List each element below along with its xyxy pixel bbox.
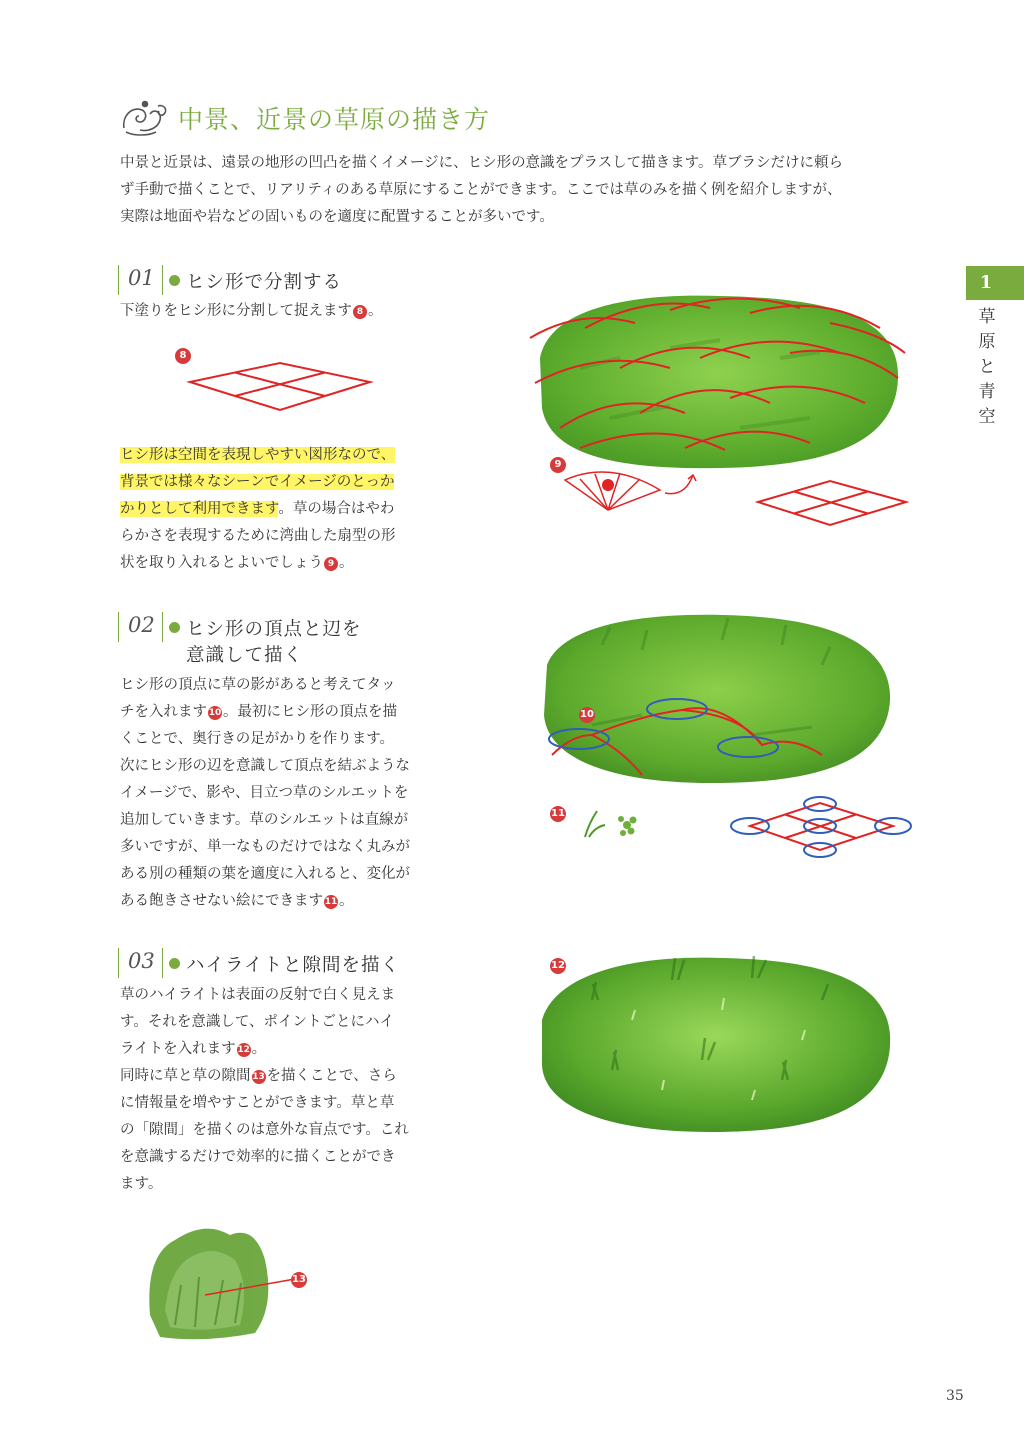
section-divider [118,265,119,295]
lead-text: 下塗りをヒシ形に分割して捉えます [120,303,352,319]
body-line [120,496,450,523]
body-text: を描くことで、さら [266,1068,397,1084]
bullet-dot-icon [169,622,180,633]
page-title: 中景、近景の草原の描き方 [178,105,491,134]
body-line: す。それを意識して、ポイントごとにハイ [120,1014,395,1030]
body-line: の「隙間」を描くのは意外な盲点です。これ [120,1122,409,1138]
body-line: 追加していきます。草のシルエットは直線が [120,812,409,828]
figure-ref-9: 9 [324,557,338,571]
figure-marker-9: 9 [550,457,566,473]
section-number: 02 [128,613,155,637]
grass-highlight-illustration [522,940,902,1140]
section-title: ヒシ形の頂点と辺を [186,619,362,640]
body-text: 。最初にヒシ形の頂点を描 [223,704,397,720]
figure-ref-11: 11 [324,897,338,907]
intro-paragraph [120,150,950,231]
body-line: イメージで、影や、目立つ草のシルエットを [120,785,409,801]
diamond-grid-diagram-8 [180,355,380,420]
folding-fan-icon [560,465,700,520]
figure-ref-13: 13 [252,1072,265,1082]
body-line: ヒシ形の頂点に草の影があると考えてタッ [120,677,396,693]
intro-line: 中景と近景は、遠景の地形の凹凸を描くイメージに、ヒシ形の意識をプラスして描きます。草ブラシだけに頼ら [120,155,843,171]
section-number: 01 [128,266,155,290]
highlighted-text: ヒシ形は空間を表現しやすい図形なので、 [120,447,396,463]
intro-line: 実際は地面や岩などの固いものを適度に配置することが多いです。 [120,209,554,225]
section-divider [118,948,119,978]
bullet-dot-icon [169,958,180,969]
figure-ref-12: 12 [237,1045,250,1055]
ornament-emblem-icon [118,98,172,138]
body-text: ある飽きさせない絵にできます [120,893,323,909]
diamond-grid-diagram-9 [752,475,912,530]
chapter-title-char: 空 [978,407,996,427]
body-line: 多いですが、単一なものだけではなく丸みが [120,839,410,855]
punctuation: 。 [251,1041,267,1057]
figure-marker-12: 12 [550,958,566,974]
body-text: 状を取り入れるとよいでしょう [120,555,323,571]
chapter-number: 1 [979,272,993,293]
grass-leaf-samples-icon [575,805,650,845]
diamond-vertices-diagram-11 [728,795,913,860]
figure-ref-8: 8 [353,305,367,319]
section-01-body [120,442,450,577]
body-line [120,1036,450,1063]
section-divider [162,265,163,295]
figure-marker-11: 11 [550,806,566,822]
grass-vertices-illustration [522,605,902,790]
section-03-body [120,982,450,1198]
section-02-body [120,672,450,915]
body-line: 次にヒシ形の辺を意識して頂点を結ぶような [120,758,410,774]
page-number: 35 [946,1388,964,1404]
body-line: に情報量を増やすことができます。草と草 [120,1095,395,1111]
body-line: くことで、奥行きの足がかりを作ります。 [120,731,395,747]
body-text: ライトを入れます [120,1041,236,1057]
body-line [120,442,450,469]
section-title: ハイライトと隙間を描く [186,955,400,976]
section-divider [162,948,163,978]
body-line: 草のハイライトは表面の反射で白く見えま [120,987,396,1003]
section-divider [118,612,119,642]
chapter-title-char: と [978,357,996,377]
body-line: を意識するだけで効率的に描くことができ [120,1149,396,1165]
body-line: らかさを表現するために湾曲した扇型の形 [120,528,396,544]
chapter-title-char: 草 [978,307,996,327]
lead-line [120,298,450,325]
section-01-lead [120,298,450,325]
highlighted-text: かりとして利用できます [120,501,279,517]
body-text: チを入れます [120,704,207,720]
chapter-title-vertical [972,305,1002,430]
body-text: 同時に草と草の隙間 [120,1068,251,1084]
section-number: 03 [128,949,155,973]
section-divider [162,612,163,642]
figure-ref-10: 10 [208,708,222,718]
intro-line: ず手動で描くことで、リアリティのある草原にすることができます。ここでは草のみを描く例を紹介しますが、 [120,182,842,198]
body-line: ます。 [120,1176,163,1192]
section-title: 意識して描く [186,645,304,666]
body-line [120,1063,450,1090]
figure-marker-8: 8 [175,348,191,364]
punctuation: 。 [368,303,383,319]
section-title: ヒシ形で分割する [186,272,343,293]
grass-fan-arcs-illustration [520,288,920,478]
body-text: 。草の場合はやわ [278,501,395,517]
body-line [120,699,450,726]
body-line: ある別の種類の葉を適度に入れると、変化が [120,866,410,882]
figure-marker-10: 10 [579,707,595,723]
figure-marker-13: 13 [291,1272,307,1288]
body-line [120,550,450,577]
body-line [120,888,450,915]
punctuation: 。 [339,893,354,909]
punctuation: 。 [339,555,354,571]
highlighted-text: 背景では様々なシーンでイメージのとっか [120,474,395,490]
bullet-dot-icon [169,275,180,286]
chapter-title-char: 原 [978,332,996,352]
chapter-title-char: 青 [978,382,996,402]
body-line [120,469,450,496]
